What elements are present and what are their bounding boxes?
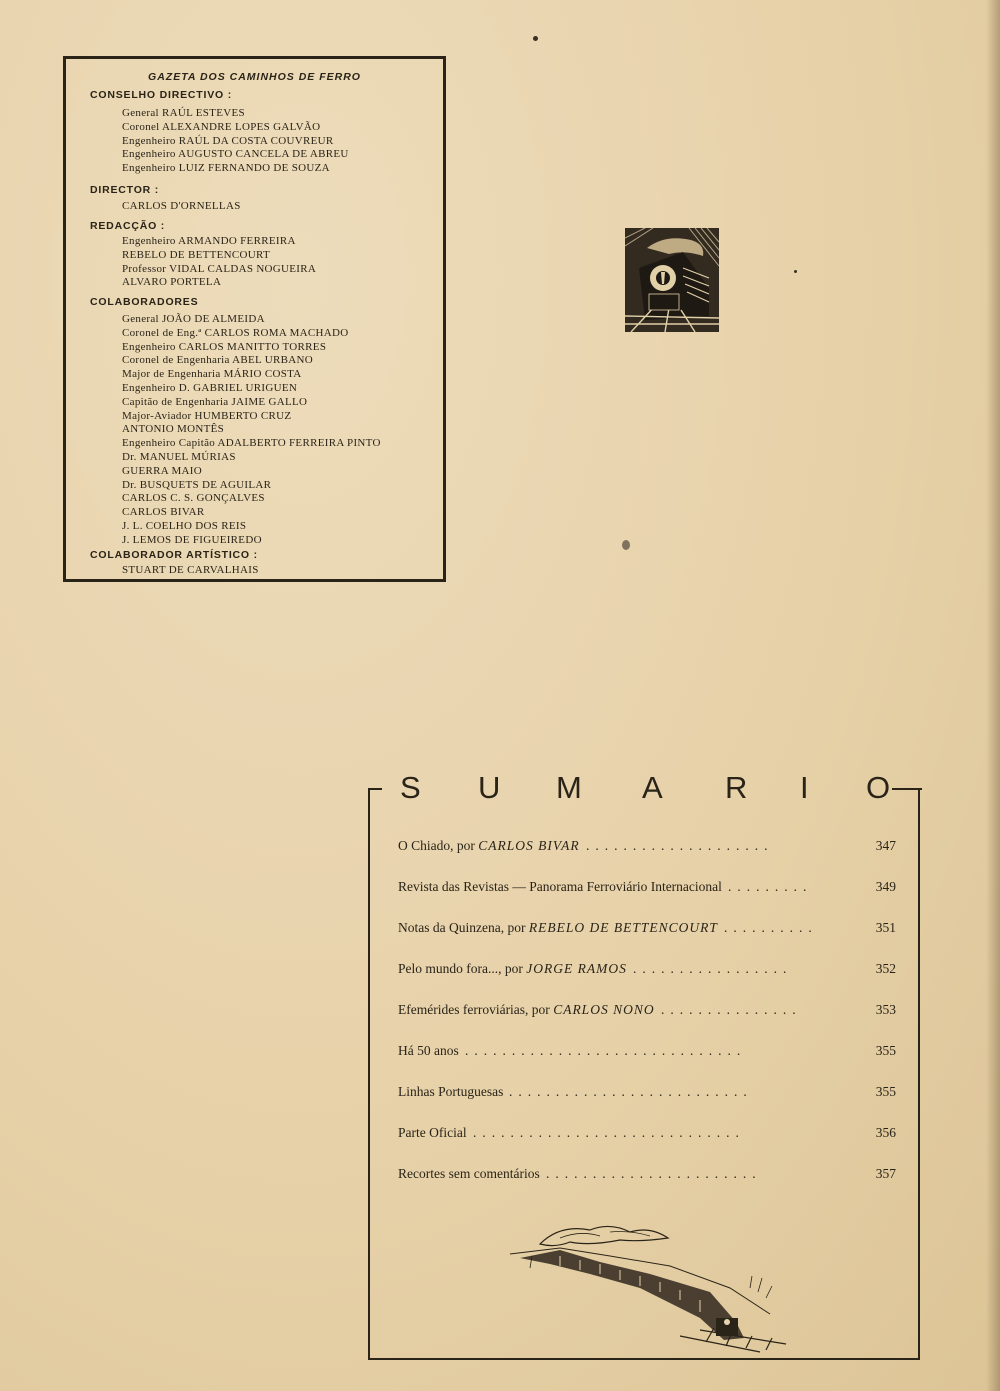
toc-leader-dots: .........	[728, 879, 813, 894]
staff-member: Engenheiro LUIZ FERNANDO DE SOUZA	[122, 162, 330, 175]
gazeta-title: GAZETA DOS CAMINHOS DE FERRO	[148, 71, 361, 83]
sumario-letter: O	[866, 770, 891, 805]
toc-entry[interactable]	[398, 879, 896, 899]
toc-leader-dots: ..............................	[465, 1043, 747, 1058]
toc-entry-title	[398, 1002, 655, 1018]
staff-member: J. L. COELHO DOS REIS	[122, 520, 247, 532]
staff-section-heading: CONSELHO DIRECTIVO :	[90, 89, 233, 101]
toc-entry-title	[398, 1084, 503, 1100]
staff-section-heading: DIRECTOR :	[90, 184, 160, 196]
toc-title-text: Parte Oficial	[398, 1125, 467, 1140]
speck	[794, 270, 797, 273]
toc-entry-title	[398, 920, 718, 936]
toc-entry-title	[398, 961, 627, 977]
toc-entry-page: 357	[875, 1166, 896, 1181]
staff-section-heading: COLABORADORES	[90, 296, 199, 308]
sumario-top-rule-right	[892, 788, 922, 790]
toc-entry-author: CARLOS NONO	[553, 1002, 655, 1017]
staff-member: Engenheiro RAÚL DA COSTA COUVREUR	[122, 134, 334, 147]
staff-member: CARLOS D'ORNELLAS	[122, 200, 241, 212]
toc-entry[interactable]	[398, 1166, 896, 1186]
staff-member: Engenheiro D. GABRIEL URIGUEN	[122, 382, 298, 394]
staff-member: ALVARO PORTELA	[122, 276, 222, 289]
toc-title-text: Recortes sem comentários	[398, 1166, 540, 1181]
toc-entry-page: 355	[875, 1043, 896, 1058]
toc-entry-title	[398, 1125, 467, 1141]
toc-leader-dots: ..........................	[509, 1084, 753, 1099]
toc-entry[interactable]	[398, 1002, 896, 1022]
staff-member: Professor VIDAL CALDAS NOGUEIRA	[122, 262, 317, 275]
staff-member: Dr. BUSQUETS DE AGUILAR	[122, 478, 272, 491]
toc-leader-dots: ....................	[586, 838, 774, 853]
toc-title-text: Há 50 anos	[398, 1043, 459, 1058]
staff-member: Coronel de Engenharia ABEL URBANO	[122, 354, 313, 367]
staff-member: STUART DE CARVALHAIS	[122, 564, 259, 576]
toc-leader-dots: ...............	[661, 1002, 802, 1017]
toc-entry[interactable]	[398, 920, 896, 940]
staff-member: Engenheiro CARLOS MANITTO TORRES	[122, 340, 327, 353]
staff-member: Major de Engenharia MÁRIO COSTA	[122, 368, 302, 381]
sumario-letter: I	[800, 770, 809, 805]
sumario-letter: A	[642, 770, 663, 805]
toc-entry-page: 355	[875, 1084, 896, 1099]
toc-entry-author: CARLOS BIVAR	[478, 838, 580, 853]
toc-title-text: Revista das Revistas — Panorama Ferroviário Internacional	[398, 879, 722, 894]
toc-title-text: Notas da Quinzena, por	[398, 920, 529, 935]
staff-section-heading: COLABORADOR ARTÍSTICO :	[90, 549, 258, 561]
sumario-box	[368, 770, 920, 1360]
toc-title-text: Efemérides ferroviárias, por	[398, 1002, 554, 1017]
toc-entry-page: 356	[875, 1125, 896, 1140]
sumario-letter: M	[556, 770, 582, 805]
staff-member: J. LEMOS DE FIGUEIREDO	[122, 533, 262, 546]
toc-entry-author: REBELO DE BETTENCOURT	[528, 920, 718, 935]
staff-member: REBELO DE BETTENCOURT	[122, 248, 271, 261]
toc-leader-dots: .............................	[473, 1125, 745, 1140]
speck	[533, 36, 538, 41]
toc-entry[interactable]	[398, 961, 896, 981]
toc-entry-page: 352	[875, 961, 896, 976]
staff-member: General RAÚL ESTEVES	[122, 107, 245, 119]
toc-title-text: O Chiado, por	[398, 838, 479, 853]
speck	[622, 540, 630, 550]
staff-member: Engenheiro ARMANDO FERREIRA	[122, 235, 296, 247]
toc-leader-dots: .................	[633, 961, 793, 976]
staff-box	[63, 56, 446, 582]
sumario-top-rule-left	[368, 788, 382, 790]
toc-entry[interactable]	[398, 1043, 896, 1063]
staff-member: Coronel ALEXANDRE LOPES GALVÃO	[122, 120, 321, 133]
toc-entry-title	[398, 1043, 459, 1059]
toc-entry-author: JORGE RAMOS	[526, 961, 627, 976]
staff-member: Coronel de Eng.ª CARLOS ROMA MACHADO	[122, 326, 349, 339]
toc-entry[interactable]	[398, 1084, 896, 1104]
sumario-letter: S	[400, 770, 421, 805]
toc-title-text: Pelo mundo fora..., por	[398, 961, 527, 976]
toc-title-text: Linhas Portuguesas	[398, 1084, 504, 1099]
sumario-letter: R	[725, 770, 748, 805]
staff-section-heading: REDACÇÃO :	[90, 220, 166, 232]
staff-member: Engenheiro AUGUSTO CANCELA DE ABREU	[122, 148, 349, 161]
staff-member: Capitão de Engenharia JAIME GALLO	[122, 395, 308, 408]
toc-entry-page: 349	[875, 879, 896, 894]
toc-entry-title	[398, 838, 580, 854]
sumario-letter: U	[478, 770, 501, 805]
staff-member: General JOÃO DE ALMEIDA	[122, 313, 265, 325]
staff-member: CARLOS C. S. GONÇALVES	[122, 492, 265, 505]
staff-member: CARLOS BIVAR	[122, 506, 205, 519]
train-illustration-icon	[500, 1218, 790, 1354]
toc-entry[interactable]	[398, 1125, 896, 1145]
locomotive-woodcut-icon	[625, 228, 719, 332]
toc-entry-title	[398, 1166, 540, 1182]
page-spine-shadow	[986, 0, 1000, 1391]
toc-entry-page: 351	[875, 920, 896, 935]
staff-member: GUERRA MAIO	[122, 464, 202, 477]
toc-leader-dots: ..........	[724, 920, 818, 935]
staff-member: Engenheiro Capitão ADALBERTO FERREIRA PINTO	[122, 437, 381, 450]
toc-entry-page: 353	[875, 1002, 896, 1017]
toc-entry[interactable]	[398, 838, 896, 858]
staff-member: ANTONIO MONTÊS	[122, 423, 225, 436]
staff-member: Major-Aviador HUMBERTO CRUZ	[122, 409, 292, 422]
toc-leader-dots: .......................	[546, 1166, 762, 1181]
toc-entry-title	[398, 879, 722, 895]
toc-entry-page: 347	[875, 838, 896, 853]
staff-member: Dr. MANUEL MÚRIAS	[122, 451, 236, 463]
